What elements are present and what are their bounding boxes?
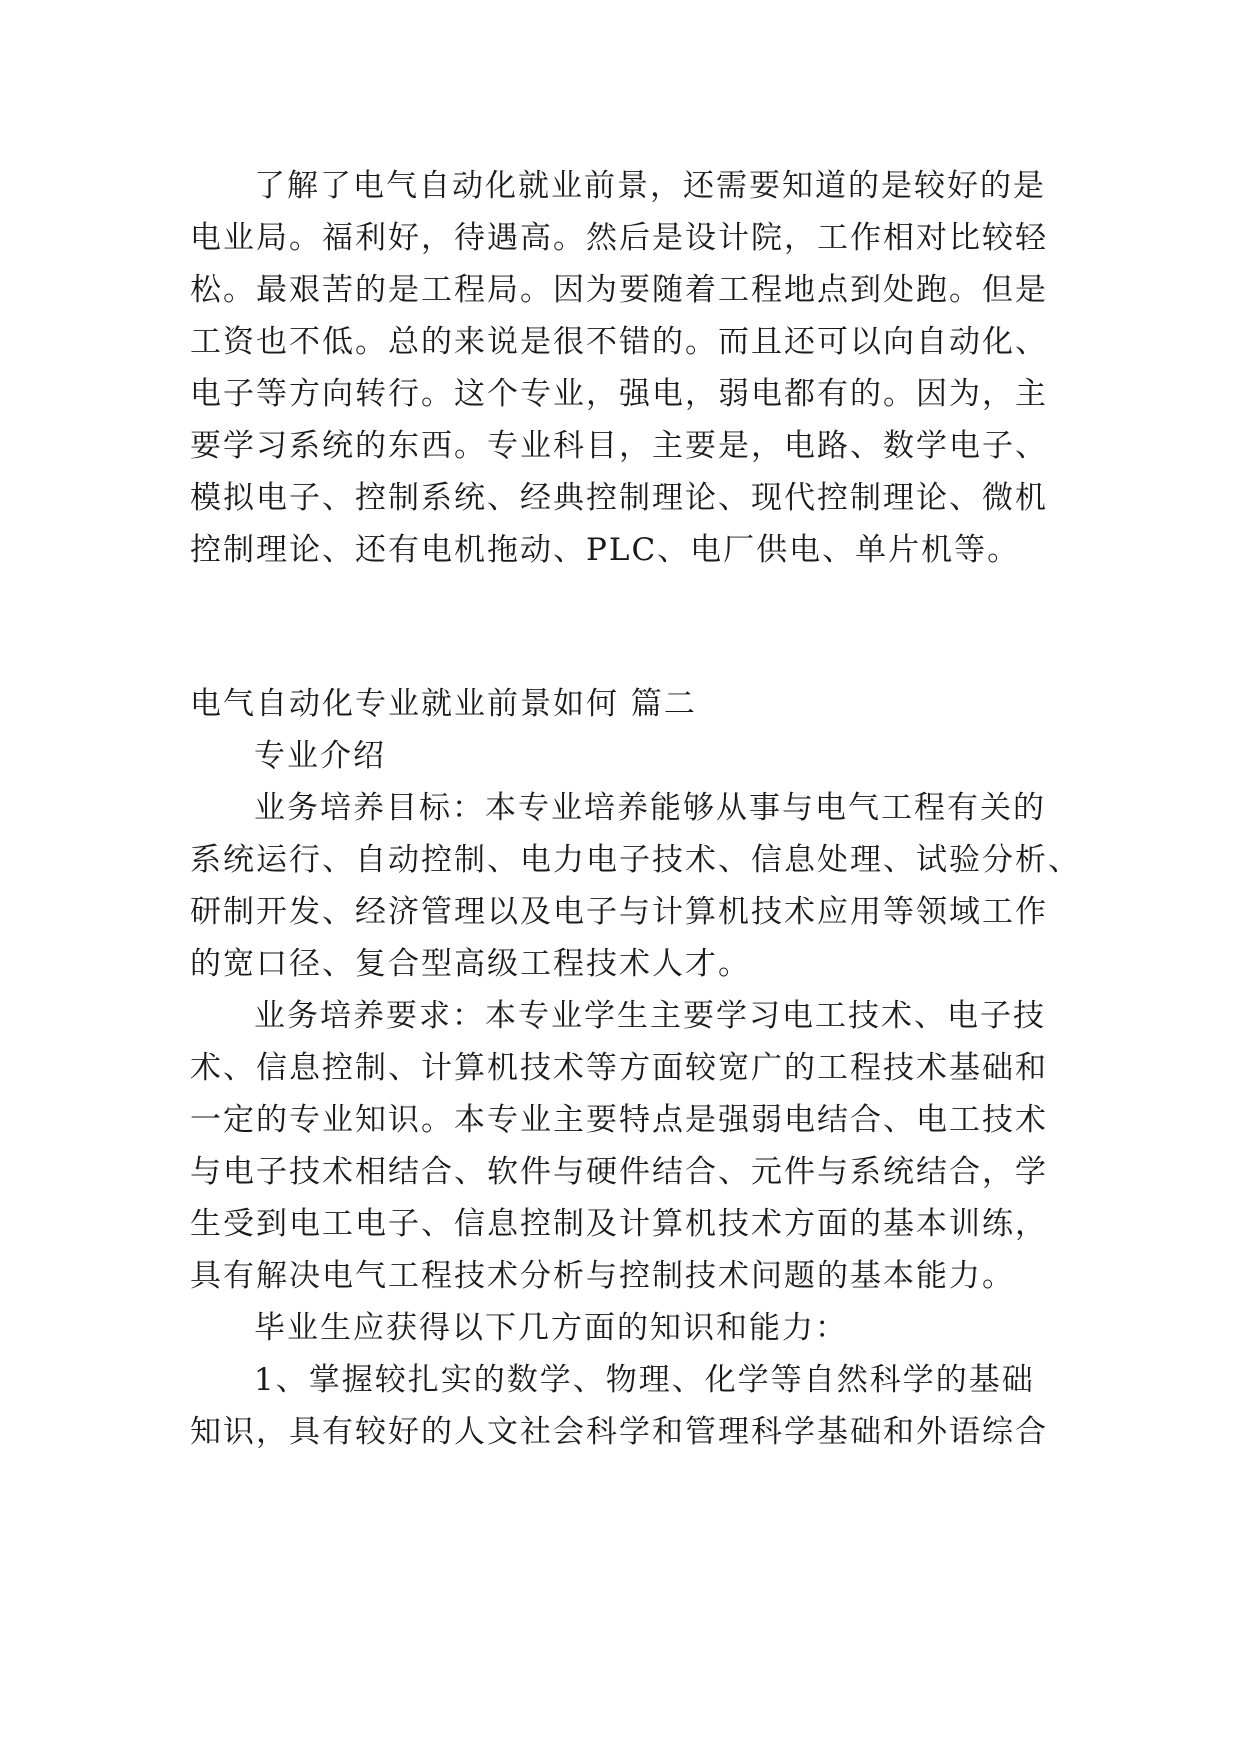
paragraph-line: 术、信息控制、计算机技术等方面较宽广的工程技术基础和 (190, 1050, 1048, 1086)
paragraph-line: 研制开发、经济管理以及电子与计算机技术应用等领域工作 (190, 894, 1048, 930)
paragraph-line: 的宽口径、复合型高级工程技术人才。 (190, 946, 751, 982)
subheading: 专业介绍 (254, 738, 386, 774)
intro-paragraph (190, 160, 1070, 576)
list-item-line: 知识，具有较好的人文社会科学和管理科学基础和外语综合 (190, 1414, 1048, 1450)
section-heading: 电气自动化专业就业前景如何 篇二 (190, 686, 697, 722)
paragraph-line: 一定的专业知识。本专业主要特点是强弱电结合、电工技术 (190, 1102, 1048, 1138)
paragraph-line: 松。最艰苦的是工程局。因为要随着工程地点到处跑。但是 (190, 272, 1048, 308)
paragraph-line: 生受到电工电子、信息控制及计算机技术方面的基本训练， (190, 1206, 1048, 1242)
graduate-abilities-intro: 毕业生应获得以下几方面的知识和能力： (254, 1310, 848, 1346)
paragraph-line: 具有解决电气工程技术分析与控制技术问题的基本能力。 (190, 1258, 1015, 1294)
paragraph-line: 了解了电气自动化就业前景，还需要知道的是较好的是 (254, 168, 1046, 204)
paragraph-line: 业务培养要求：本专业学生主要学习电工技术、电子技 (254, 998, 1046, 1034)
paragraph-line: 业务培养目标：本专业培养能够从事与电气工程有关的 (254, 790, 1046, 826)
paragraph-line: 与电子技术相结合、软件与硬件结合、元件与系统结合，学 (190, 1154, 1048, 1190)
paragraph-line: 模拟电子、控制系统、经典控制理论、现代控制理论、微机 (190, 480, 1048, 516)
paragraph-line: 要学习系统的东西。专业科目，主要是，电路、数学电子、 (190, 428, 1048, 464)
paragraph-line: 系统运行、自动控制、电力电子技术、信息处理、试验分析、 (190, 842, 1081, 878)
paragraph-line: 电子等方向转行。这个专业，强电，弱电都有的。因为，主 (190, 376, 1048, 412)
paragraph-line: 工资也不低。总的来说是很不错的。而且还可以向自动化、 (190, 324, 1048, 360)
paragraph-line: 控制理论、还有电机拖动、PLC、电厂供电、单片机等。 (190, 532, 1021, 568)
paragraph-line: 电业局。福利好，待遇高。然后是设计院，工作相对比较轻 (190, 220, 1048, 256)
section-two (190, 678, 1081, 1458)
list-item-line: 1、掌握较扎实的数学、物理、化学等自然科学的基础 (254, 1362, 1035, 1398)
